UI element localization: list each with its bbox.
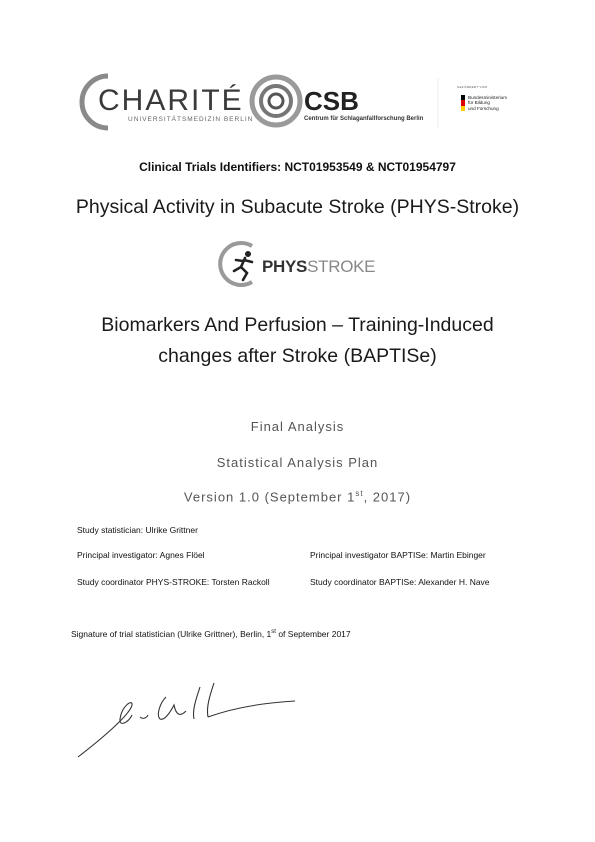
physstroke-logo-part1: PHYS xyxy=(262,257,308,276)
logo-banner xyxy=(78,70,514,132)
bmbf-logo-text: Bundesministerium für Bildung und Forschung xyxy=(468,95,508,111)
principal-investigator-baptise: Principal investigator BAPTISe: Martin Ebinger xyxy=(310,550,486,560)
charite-logo-subtitle: UNIVERSITÄTSMEDIZIN BERLIN xyxy=(128,116,254,123)
subtitle-line-1: Biomarkers And Perfusion – Training-Induced xyxy=(101,314,494,336)
study-coordinator-physstroke: Study coordinator PHYS-STROKE: Torsten Rackoll xyxy=(77,577,270,587)
german-flag-icon xyxy=(461,95,465,111)
physstroke-logo-part2: STROKE xyxy=(307,257,376,276)
principal-investigator: Principal investigator: Agnes Flöel xyxy=(77,550,205,560)
study-coordinator-baptise: Study coordinator BAPTISe: Alexander H. Nave xyxy=(310,577,490,587)
subtitle xyxy=(60,310,535,372)
bmbf-logo-toptext: GEFÖRDERT VOM xyxy=(457,85,488,89)
csb-logo-text: CSB xyxy=(304,86,359,116)
charite-logo-text: CHARITÉ xyxy=(98,84,244,117)
study-title: Physical Activity in Subacute Stroke (PHYS-Stroke) xyxy=(75,196,520,218)
final-analysis-label: Final Analysis xyxy=(250,419,345,434)
version-label: Version 1.0 (September 1st, 2017) xyxy=(183,489,412,505)
plan-label: Statistical Analysis Plan xyxy=(216,455,379,470)
handwritten-signature xyxy=(70,675,300,765)
trial-identifiers: Clinical Trials Identifiers: NCT01953549 & NCT01954797 xyxy=(139,160,456,174)
physstroke-logo xyxy=(212,240,387,288)
subtitle-line-2: changes after Stroke (BAPTISe) xyxy=(158,345,437,367)
csb-logo-subtitle: Centrum für Schlaganfallforschung Berlin xyxy=(304,116,424,122)
study-statistician: Study statistician: Ulrike Grittner xyxy=(77,525,198,535)
signature-line: Signature of trial statistician (Ulrike Grittner), Berlin, 1st of September 2017 xyxy=(71,629,351,639)
